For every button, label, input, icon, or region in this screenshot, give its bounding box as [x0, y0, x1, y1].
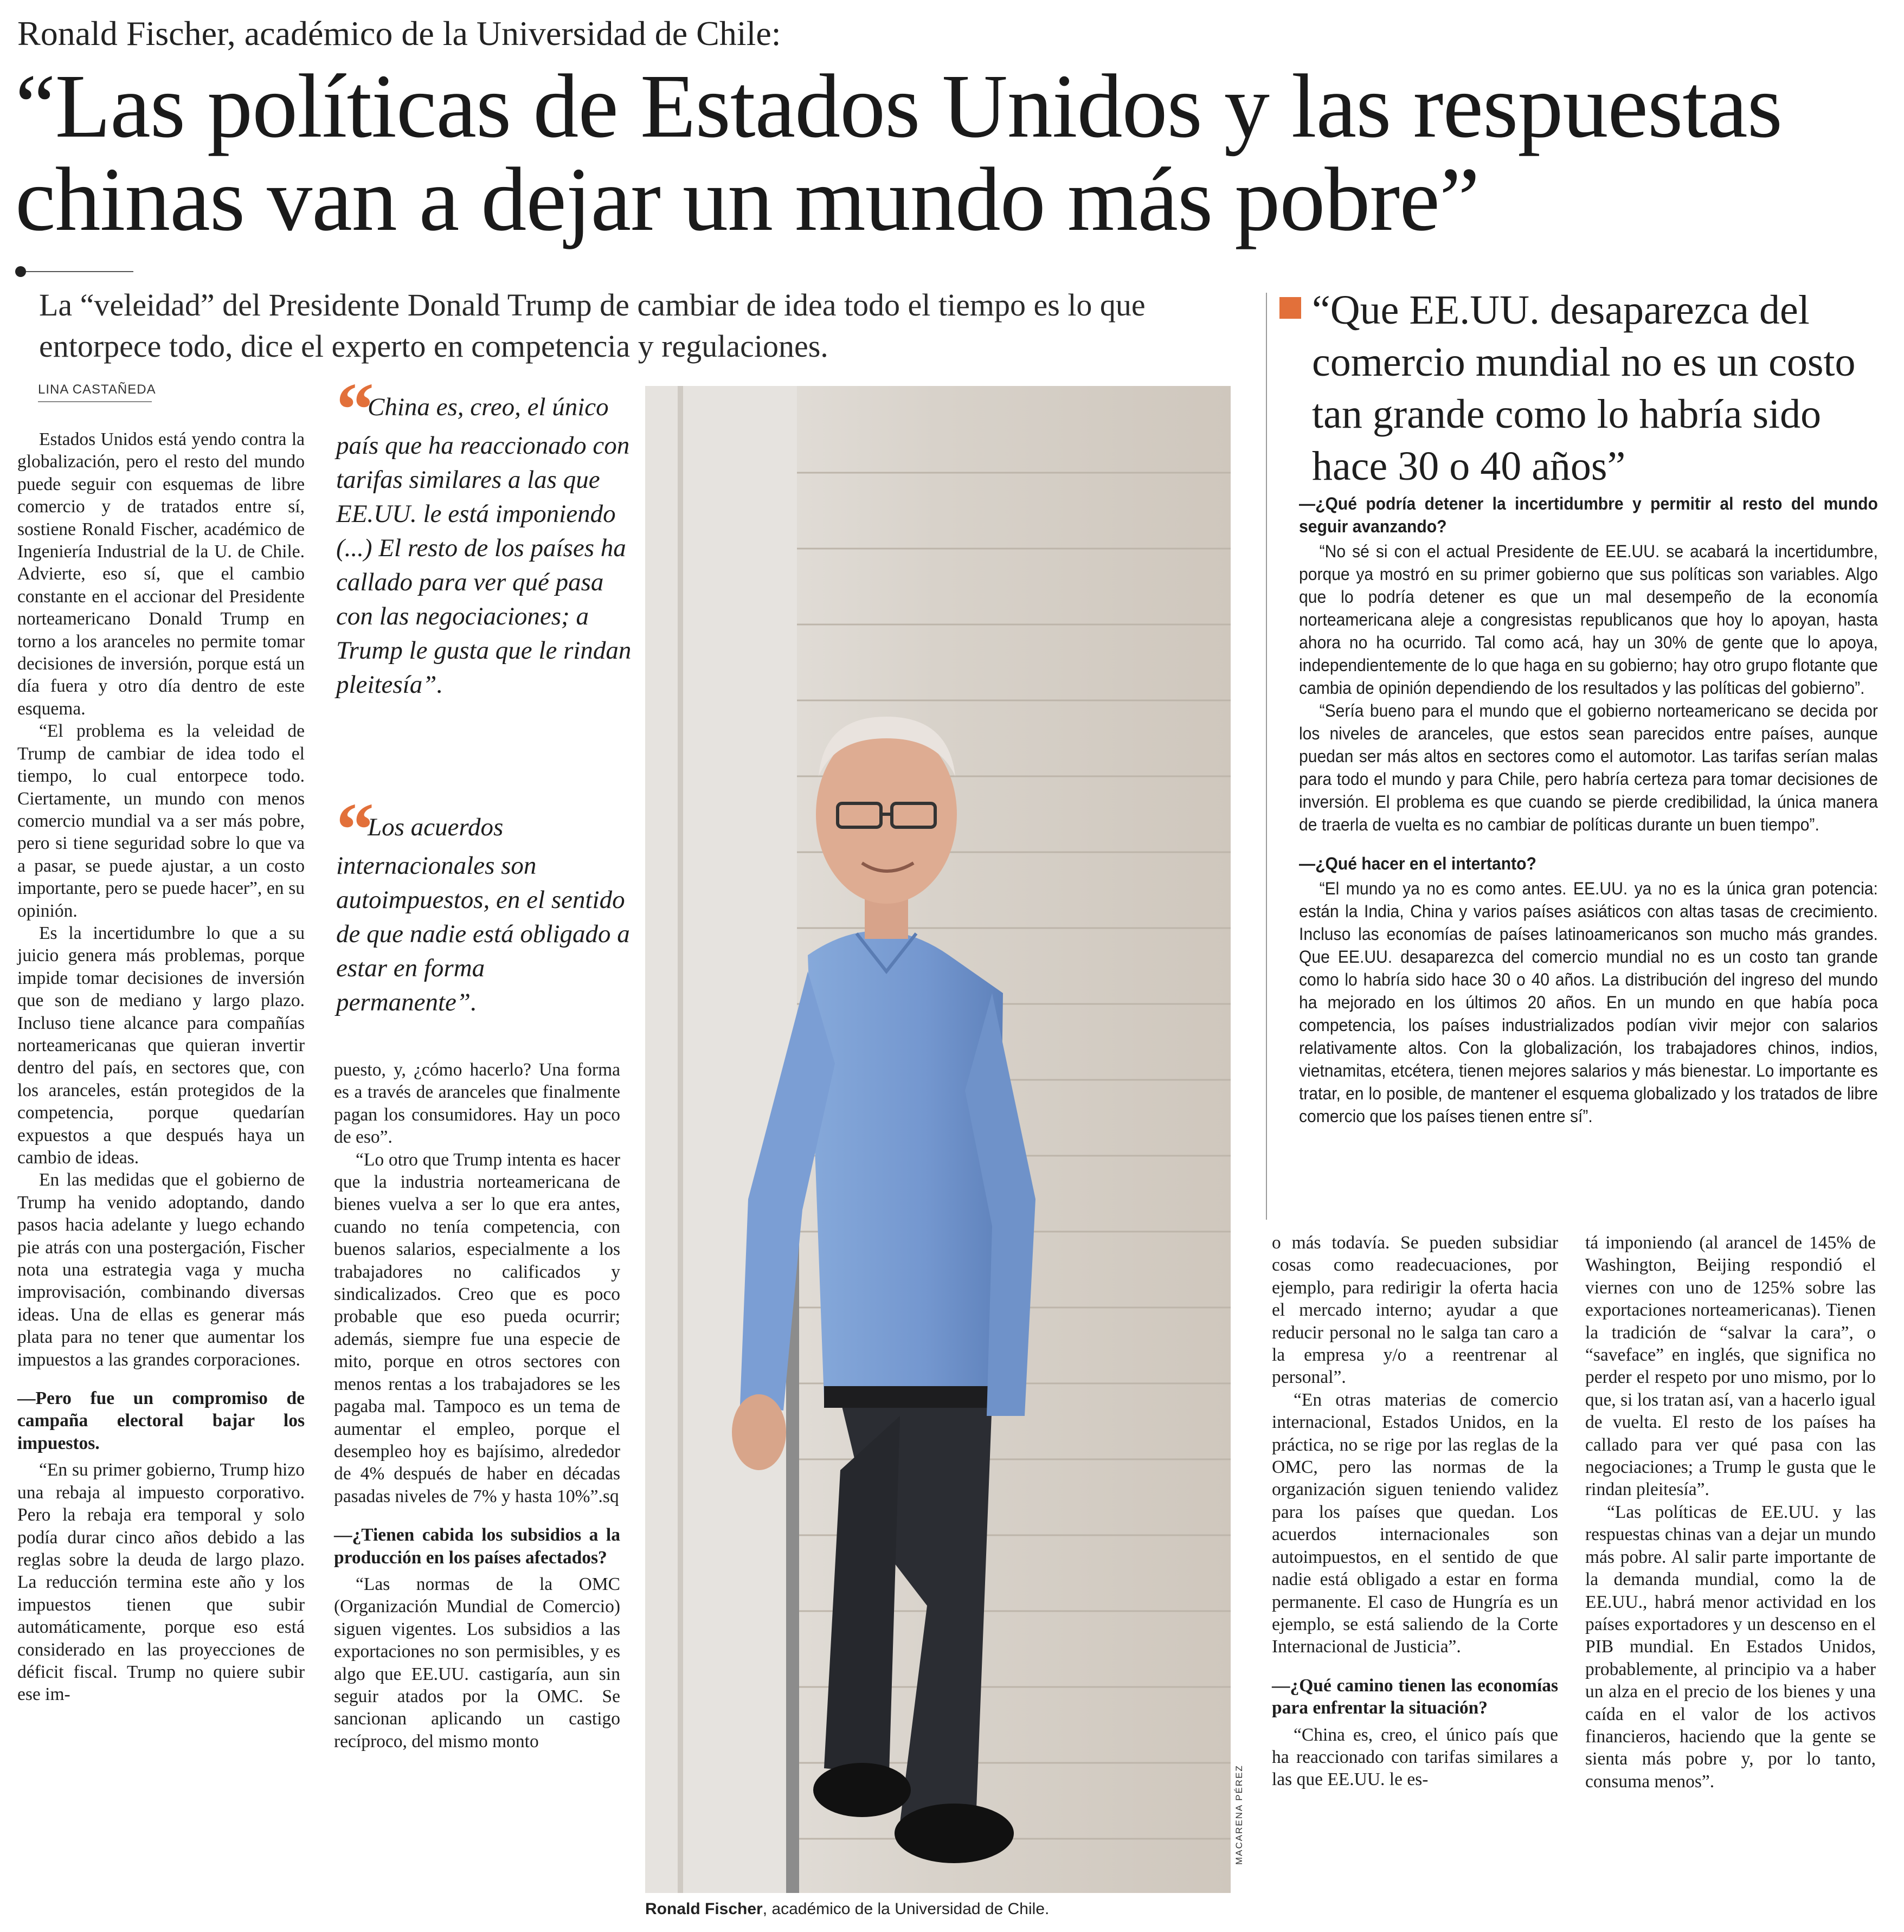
pull-quote-1	[336, 368, 632, 702]
body-column-1	[17, 428, 305, 1706]
caption-name: Ronald Fischer	[645, 1900, 763, 1918]
body-paragraph: Es la incertidumbre lo que a su juicio genera más problemas, porque impide tomar decisiones de inversión que son de mediano y largo plazo. Incluso tiene alcance para compañías norteamericanas que quieran invertir dentro del país, en sectores que, con los aranceles, están protegidos de la competencia, porque quedarían expuestos a que después haya un cambio de ideas.	[17, 923, 305, 1168]
body-paragraph: o más todavía. Se pueden subsidiar cosas como readecuaciones, por ejemplo, para redirigir la oferta hacia el mercado interno; ayudar a que reducir personal no le salga tan caro a la empresa y/o a reentrenar al personal”.	[1272, 1233, 1558, 1388]
body-paragraph: En las medidas que el gobierno de Trump ha venido adoptando, dando pasos hacia adelante y luego echando pie atrás con una postergación, Fischer nota una estrategia vaga y mucha improvisación, combinando diversas ideas. Una de ellas es generar más plata para no tener que aumentar los impuestos a las grandes corporaciones.	[17, 1170, 305, 1370]
headline: “Las políticas de Estados Unidos y las respuestas chinas van a dejar un mundo más pobre”	[15, 56, 1782, 250]
interview-answer: “Sería bueno para el mundo que el gobierno norteamericano se decida por los niveles de aranceles, que estos sean parecidos entre países, aunque puedan ser más altos en sectores como el automotor. Las tarifas serían malas para todo el mundo y para Chile, pero habría certeza para tomar decisiones de inversión. El problema es que cuando se pierde credibilidad, la única manera de traerla de vuelta es no cambiar de políticas durante un buen tiempo”.	[1299, 701, 1878, 834]
body-paragraph: “Las políticas de EE.UU. y las respuestas chinas van a dejar un mundo más pobre. Al salir parte importante de la demanda mundial, como la de EE.UU., habrá menor actividad en los países exportadores y un descenso en el PIB mundial. En Estados Unidos, probablemente, al principio va a haber un alza en el precio de los bienes y una caída en el valor de los activos financieros, haciendo que la gente se sienta más pobre y, por lo tanto, consuma menos”.	[1585, 1502, 1876, 1792]
photo-caption	[645, 1900, 1350, 1918]
portrait-photo	[645, 386, 1231, 1893]
interview-answer: “China es, creo, el único país que ha reaccionado con tarifas similares a las que EE.UU. le es-	[1272, 1724, 1558, 1790]
interview-question: —¿Qué camino tienen las economías para enfrentar la situación?	[1272, 1675, 1558, 1718]
interview-answer: “El mundo ya no es como antes. EE.UU. ya no es la única gran potencia: están la India, China y varios países asiáticos con altas tasas de crecimiento. Incluso las economías de países latinoamericanos son mucho más grandes. Que EE.UU. desaparezca del comercio mundial no es un costo tan grande como lo habría sido hace 30 o 40 años. La distribución del ingreso del mundo ha mejorado en los últimos 20 años. En un mundo en que había poca competencia, los países industrializados podían vivir mejor con salarios relativamente altos. Con la globalización, los trabajadores chinos, indios, vietnamitas, etcétera, tienen mejores salarios y más bienestar. Lo importante es tratar, en lo posible, de mantener el esquema globalizado y los tratados de libre comercio que los países tienen entre sí”.	[1299, 879, 1878, 1126]
body-paragraph: “El problema es la veleidad de Trump de cambiar de idea todo el tiempo, lo cual entorpece todo. Ciertamente, un mundo con menos comercio mundial va a ser más pobre, pero si tiene seguridad sobre lo que va a pasar, se puede ajustar, a un costo importante, pero se puede hacer”, en su opinión.	[17, 721, 305, 921]
byline-rule	[38, 401, 152, 402]
body-column-2	[334, 1059, 620, 1753]
body-column-3	[1272, 1232, 1558, 1791]
interview-question: —¿Qué podría detener la incertidumbre y permitir al resto del mundo seguir avanzando?	[1299, 494, 1878, 536]
interview-block	[1299, 492, 1878, 1128]
sidebar-rule	[1266, 293, 1267, 1220]
quote-mark-icon: “	[336, 368, 364, 452]
body-column-4	[1585, 1232, 1876, 1793]
divider-rule	[22, 271, 133, 272]
divider-dot	[15, 266, 26, 277]
pull-quote-text: China es, creo, el único país que ha reaccionado con tarifas similares a las que EE.UU. le está imponiendo (...) El resto de los países ha callado para ver qué pasa con las negociaciones; a Trump le gusta que le rindan pleitesía”.	[336, 393, 632, 699]
kicker: Ronald Fischer, académico de la Universidad de Chile:	[17, 14, 781, 53]
pull-quote-2	[336, 788, 632, 1020]
body-paragraph: Estados Unidos está yendo contra la globalización, pero el resto del mundo puede seguir con esquemas de libre comercio y de tratados entre sí, sostiene Ronald Fischer, académico de Ingeniería Industrial de la U. de Chile. Advierte, eso sí, que el cambio constante en el accionar del Presidente norteamericano Donald Trump en torno a los aranceles no permite tomar decisiones de inversión, porque está un día fuera y otro día dentro de este esquema.	[17, 429, 305, 719]
caption-text: , académico de la Universidad de Chile.	[762, 1900, 1050, 1918]
pull-quote-text: Los acuerdos internacionales son autoimpuestos, en el sentido de que nadie está obligado a estar en forma permanente”.	[336, 813, 630, 1016]
interview-question: —¿Tienen cabida los subsidios a la producción en los países afectados?	[334, 1525, 620, 1568]
interview-question: —¿Qué hacer en el intertanto?	[1299, 854, 1536, 873]
lead-paragraph: La “veleidad” del Presidente Donald Trump de cambiar de idea todo el tiempo es lo que entorpece todo, dice el experto en competencia y regulaciones.	[39, 287, 1146, 364]
body-paragraph: tá imponiendo (al arancel de 145% de Washington, Beijing respondió el viernes con uno de 125% sobre las exportaciones norteamericanas). Tienen la tradición de “salvar la cara”, o “saveface” en inglés, que significa no perder el respeto por uno mismo, por lo que, si los tratan así, van a hacerlo igual de vuelta. El resto de los países ha callado para ver qué pasa con las negociaciones; a Trump le gusta que le rindan pleitesía”.	[1585, 1233, 1876, 1500]
body-paragraph: puesto, y, ¿cómo hacerlo? Una forma es a través de aranceles que finalmente pagan los consumidores. Hay un poco de eso”.	[334, 1060, 620, 1148]
quote-mark-icon: “	[336, 788, 364, 872]
interview-answer: “No sé si con el actual Presidente de EE.UU. se acabará la incertidumbre, porque ya mostró en su primer gobierno que sus políticas son variables. Algo que lo podría detener es que un mal desempeño de la economía norteamericana aleje a congresistas republicanos que hoy lo apoyan, hasta ahora no ha ocurrido. Tal como acá, hay un 30% de gente que lo apoya, independientemente de lo que haga en su gobierno; hay otro grupo flotante que cambia de opinión dependiendo de los resultados y las políticas del gobierno”.	[1299, 542, 1878, 698]
byline: LINA CASTAÑEDA	[38, 382, 156, 397]
interview-answer: “En su primer gobierno, Trump hizo una rebaja al impuesto corporativo. Pero la rebaja era temporal y solo podía durar cinco años debido a las reglas sobre la deuda de largo plazo. La reducción termina este año y los impuestos tienen que subir automáticamente, porque eso está considerado en las proyecciones de déficit fiscal. Trump no quiere subir ese im-	[17, 1460, 305, 1705]
highlight-quote: “Que EE.UU. desaparezca del comercio mundial no es un costo tan grande como lo habría sido hace 30 o 40 años”	[1312, 287, 1856, 489]
interview-question: —Pero fue un compromiso de campaña electoral bajar los impuestos.	[17, 1388, 305, 1453]
photo-credit: MACARENA PÉREZ	[1234, 1764, 1244, 1865]
orange-square-icon	[1279, 297, 1301, 319]
body-paragraph: “Lo otro que Trump intenta es hacer que la industria norteamericana de bienes vuelva a ser lo que era antes, cuando no tenía competencia, con buenos salarios, especialmente a los trabajadores no calificados y sindicalizados. Creo que es poco probable que eso pueda ocurrir; además, siempre fue una especie de mito, porque en otros sectores con menos rentas a los trabajadores se les pagaba mal. Tampoco es un tema de aumentar el empleo, porque el desempleo hoy es bajísimo, alrededor de 4% después de haber en décadas pasadas niveles de 7% y hasta 10%”.sq	[334, 1149, 620, 1506]
body-paragraph: “En otras materias de comercio internacional, Estados Unidos, en la práctica, no se rige por las reglas de la OMC, pero las normas de la organización siguen teniendo validez para los países que quedan. Los acuerdos internacionales son autoimpuestos, en el sentido de que nadie está obligado a estar en forma permanente. El caso de Hungría es un ejemplo, se está saliendo de la Corte Internacional de Justicia”.	[1272, 1389, 1558, 1657]
interview-answer: “Las normas de la OMC (Organización Mundial de Comercio) siguen vigentes. Los subsidios a las exportaciones no son permisibles, y es algo que EE.UU. castigaría, aun sin seguir atados por la OMC. Se sancionan aplicando un castigo recíproco, del mismo monto	[334, 1574, 620, 1751]
